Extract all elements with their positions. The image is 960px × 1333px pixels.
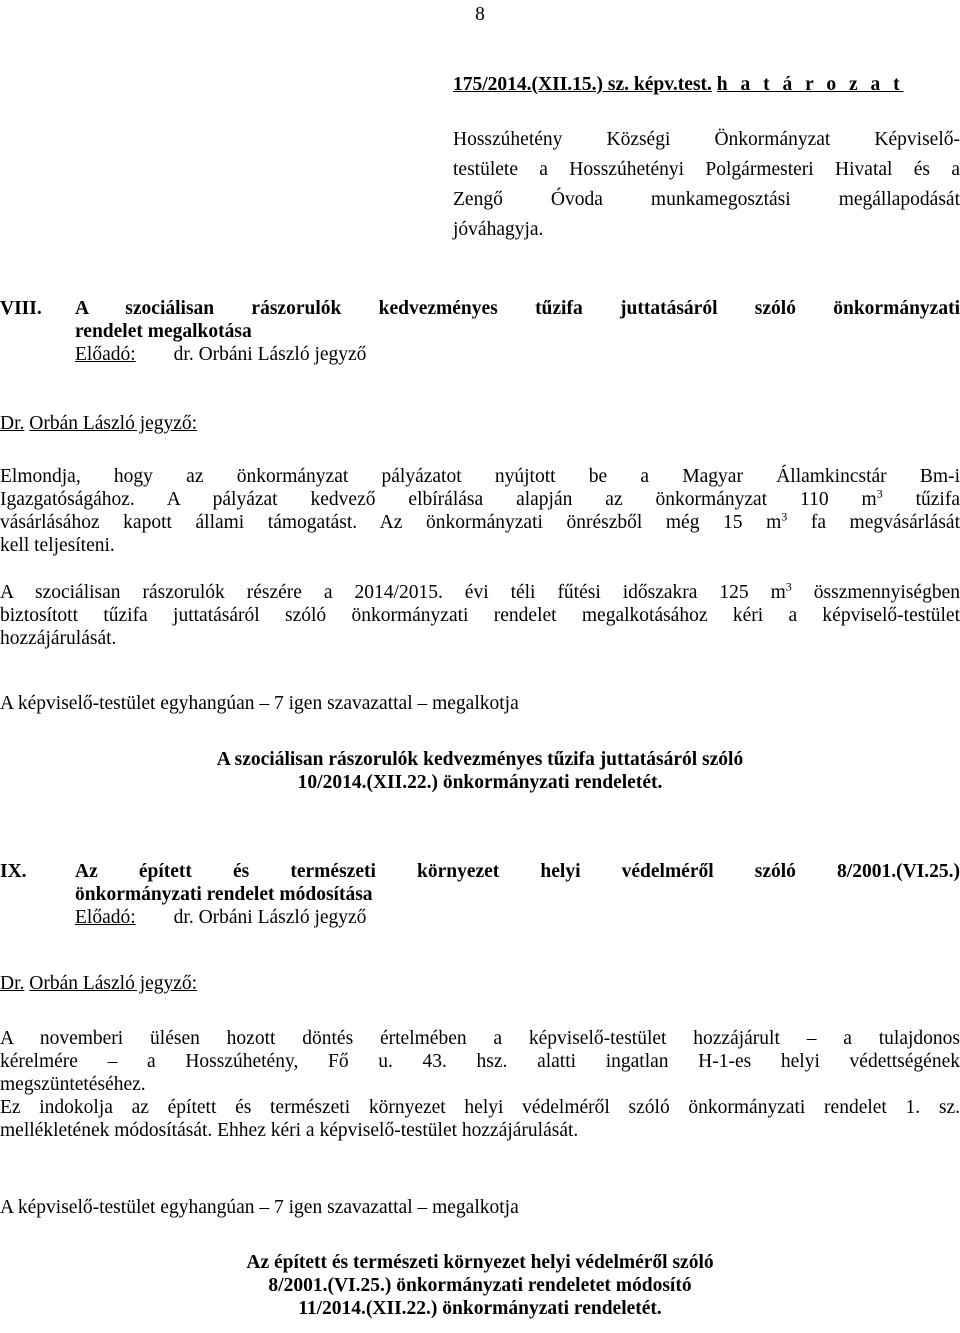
presenter-name: dr. Orbáni László jegyző xyxy=(173,907,367,928)
speaker-name: Orbán László jegyző: xyxy=(29,413,198,434)
paragraph-line: hozzájárulását. xyxy=(0,628,117,649)
speaker-dr: Dr. xyxy=(0,413,25,434)
paragraph-fragment: A szociálisan rászorulók részére a 2014/2015. évi téli fűtési időszakra 125 m xyxy=(0,582,786,603)
section-8-title-line: rendelet megalkotása xyxy=(75,321,252,342)
paragraph-line: Ez indokolja az épített és természeti környezet helyi védelméről szóló önkormányzati rendelet 1. sz. xyxy=(0,1097,960,1118)
paragraph-line: kell teljesíteni. xyxy=(0,535,115,556)
section-9-presenter xyxy=(0,906,960,929)
paragraph-line xyxy=(0,511,960,534)
resolution-heading xyxy=(453,73,904,96)
section-8-title-line: A szociálisan rászorulók kedvezményes tűzifa juttatásáról szóló önkormányzati xyxy=(75,298,960,319)
resolution-line: Hosszúhetény Községi Önkormányzat Képviselő- xyxy=(453,129,960,150)
resolution-number: 175/2014.(XII.15.) sz. képv.test. xyxy=(453,74,712,95)
presenter-name: dr. Orbáni László jegyző xyxy=(173,344,367,365)
paragraph-line: biztosított tűzifa juttatásáról szóló önkormányzati rendelet megalkotásához kéri a képviselő-testület xyxy=(0,605,960,626)
paragraph-line: A novemberi ülésen hozott döntés értelmében a képviselő-testület hozzájárult – a tulajdonos xyxy=(0,1028,960,1049)
speaker-name: Orbán László jegyző: xyxy=(29,973,198,994)
section-9-paragraph-1 xyxy=(0,1027,960,1096)
section-9-paragraph-2 xyxy=(0,1096,960,1142)
section-9-title-line: önkormányzati rendelet módosítása xyxy=(75,884,373,905)
paragraph-line: Elmondja, hogy az önkormányzat pályázatot nyújtott be a Magyar Államkincstár Bm-i xyxy=(0,466,960,487)
section-8-decision xyxy=(0,748,960,794)
speaker-dr: Dr. xyxy=(0,973,25,994)
presenter-label: Előadó: xyxy=(75,344,136,365)
section-9-speaker xyxy=(0,972,197,995)
superscript: 3 xyxy=(781,509,788,524)
decision-line: Az épített és természeti környezet helyi védelméről szóló xyxy=(246,1252,714,1273)
superscript: 3 xyxy=(785,579,792,594)
section-8-paragraph-2 xyxy=(0,581,960,650)
paragraph-line: mellékletének módosítását. Ehhez kéri a képviselő-testület hozzájárulását. xyxy=(0,1120,579,1141)
decision-line: 8/2001.(VI.25.) önkormányzati rendeletet módosító xyxy=(268,1275,692,1296)
section-9-title-line: Az épített és természeti környezet helyi védelméről szóló 8/2001.(VI.25.) xyxy=(75,861,960,882)
resolution-word: h a t á r o z a t xyxy=(716,74,904,95)
section-9-decision xyxy=(0,1251,960,1320)
paragraph-line: megszüntetéséhez. xyxy=(0,1074,146,1095)
section-8-presenter xyxy=(0,343,960,366)
section-8-title xyxy=(0,297,960,366)
decision-line: 10/2014.(XII.22.) önkormányzati rendeletét. xyxy=(297,772,663,793)
paragraph-line xyxy=(0,581,960,604)
decision-line: 11/2014.(XII.22.) önkormányzati rendeletét. xyxy=(298,1298,662,1319)
page-number: 8 xyxy=(475,4,485,25)
paragraph-fragment: fa megvásárlását xyxy=(787,512,960,533)
resolution-line: jóváhagyja. xyxy=(453,219,544,240)
section-8-number: VIII. xyxy=(0,298,42,319)
paragraph-fragment: vásárlásához kapott állami támogatást. Az önkormányzati önrészből még 15 m xyxy=(0,512,782,533)
paragraph-fragment: összmennyiségben xyxy=(791,582,960,603)
section-9-number: IX. xyxy=(0,861,27,882)
resolution-text xyxy=(453,125,960,245)
section-8-paragraph-1 xyxy=(0,465,960,557)
decision-line: A szociálisan rászorulók kedvezményes tűzifa juttatásáról szóló xyxy=(216,749,744,770)
presenter-label: Előadó: xyxy=(75,907,136,928)
paragraph-fragment: Igazgatóságához. xyxy=(0,489,135,510)
paragraph-fragment: A pályázat kedvező elbírálása alapján az önkormányzat 110 m xyxy=(166,489,877,510)
section-9-title xyxy=(0,860,960,929)
section-9-vote: A képviselő-testület egyhangúan – 7 igen szavazattal – megalkotja xyxy=(0,1197,519,1218)
section-8-speaker xyxy=(0,412,197,435)
resolution-line: testülete a Hosszúhetényi Polgármesteri Hivatal és a xyxy=(453,159,960,180)
section-8-vote: A képviselő-testület egyhangúan – 7 igen szavazattal – megalkotja xyxy=(0,693,519,714)
superscript: 3 xyxy=(876,486,883,501)
paragraph-line xyxy=(0,488,960,511)
resolution-line: Zengő Óvoda munkamegosztási megállapodását xyxy=(453,189,960,210)
paragraph-fragment: tűzifa xyxy=(882,489,960,510)
paragraph-line: kérelmére – a Hosszúhetény, Fő u. 43. hsz. alatti ingatlan H-1-es helyi védettségének xyxy=(0,1051,960,1072)
